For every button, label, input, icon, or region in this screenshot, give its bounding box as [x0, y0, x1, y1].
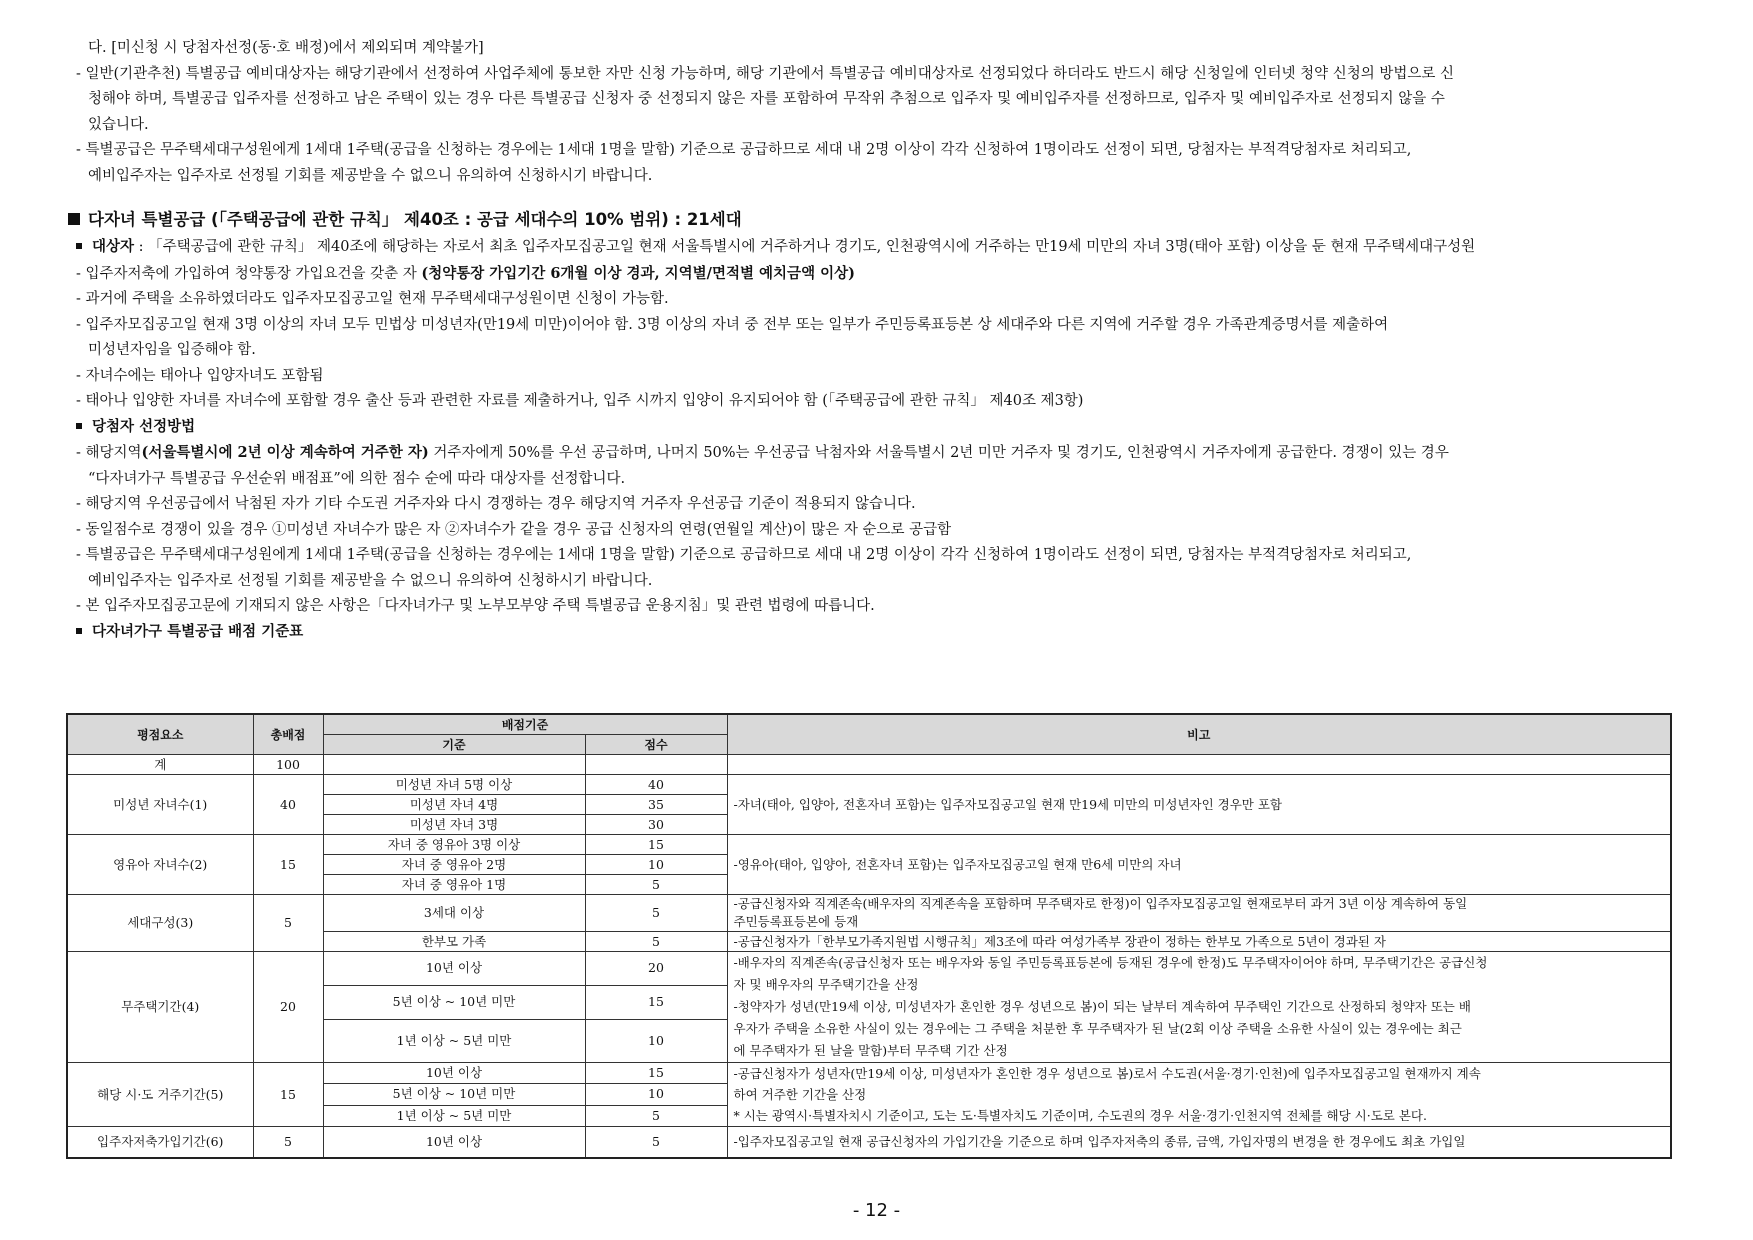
text-line: - 동일점수로 경쟁이 있을 경우 ①미성년 자녀수가 많은 자 ②자녀수가 같을 경우 공급 신청자의 연령(연월일 계산)이 많은 자 순으로 공급함 — [76, 521, 952, 538]
note-cell: -공급신청자가 성년자(만19세 이상, 미성년자가 혼인한 경우 성년으로 봄)로서 수도권(서울·경기·인천)에 입주자모집공고일 현재까지 계속 하여 거주한 기간을 산정 * 시는 광역시·특별자치시 기준이고, 도는 도·특별자치도 기준이며, 수도권의 경우 서울·경기·인천지역 전체를 해당 시·도로 본다. — [727, 1063, 1671, 1127]
score-cell: 15 — [585, 835, 727, 855]
header-total: 총배점 — [253, 714, 323, 755]
score-cell: 10 — [585, 1084, 727, 1105]
total-cell: 5 — [253, 895, 323, 952]
text-line: 청해야 하며, 특별공급 입주자를 선정하고 남은 주택이 있는 경우 다른 특별공급 신청자 중 선정되지 않은 자를 포함하여 무작위 추첨으로 입주자 및 예비입주자를 선정하므로, 입주자 및 예비입주자로 선정되지 않을 수 — [88, 91, 1445, 107]
basis-cell: 자녀 중 영유아 1명 — [323, 875, 585, 895]
sum-label: 계 — [67, 755, 253, 775]
text-line: - 특별공급은 무주택세대구성원에게 1세대 1주택(공급을 신청하는 경우에는 1세대 1명을 말함) 기준으로 공급하므로 세대 내 2명 이상이 각각 신청하여 1명이라도 선정이 되면, 당첨자는 부적격당첨자로 처리되고, — [76, 142, 1412, 158]
table-row — [67, 895, 1671, 932]
bullet-icon — [76, 423, 82, 429]
note-cell: -배우자의 직계존속(공급신청자 또는 배우자와 동일 주민등록표등본에 등재된 경우에 한정)도 무주택자이어야 하며, 무주택기간은 공급신청 자 및 배우자의 무주택기간을 산정 -청약자가 성년(만19세 이상, 미성년자가 혼인한 경우 성년으로 봄)이 되는 날부터 계속하여 무주택인 기간으로 산정하되 청약자 또는 배 우자가 주택을 소유한 사실이 있는 경우에는 그 주택을 처분한 후 무주택자가 된 날(2회 이상 주택을 소유한 사실이 있는 경우에는 최근 에 무주택자가 된 날을 말함)부터 무주택 기간 산정 — [727, 952, 1671, 1063]
winner-heading: 당첨자 선정방법 — [68, 415, 1688, 441]
basis-cell: 자녀 중 영유아 3명 이상 — [323, 835, 585, 855]
note-cell: -공급신청자와 직계존속(배우자의 직계존속을 포함하며 무주택자로 한정)이 입주자모집공고일 현재로부터 과거 3년 이상 계속하여 동일 주민등록표등본에 등재 — [727, 895, 1671, 932]
basis-cell: 한부모 가족 — [323, 932, 585, 952]
table-row — [67, 1127, 1671, 1159]
bullet-icon — [76, 628, 82, 634]
square-bullet-icon — [68, 213, 80, 225]
table-row — [67, 755, 1671, 775]
score-cell: 5 — [585, 932, 727, 952]
text-line: - 과거에 주택을 소유하였더라도 입주자모집공고일 현재 무주택세대구성원이면 신청이 가능함. — [76, 291, 669, 307]
text-line: 있습니다. — [88, 116, 149, 133]
text-line: 다. [미신청 시 당첨자선정(동·호 배정)에서 제외되며 계약불가] — [88, 40, 484, 56]
table-row — [67, 952, 1671, 986]
text-line: - 일반(기관추천) 특별공급 예비대상자는 해당기관에서 선정하여 사업주체에 통보한 자만 신청 가능하며, 해당 기관에서 특별공급 예비대상자로 선정되었다 하더라도 반드시 해당 신청일에 인터넷 청약 신청의 방법으로 신 — [76, 65, 1455, 82]
score-cell: 10 — [585, 855, 727, 875]
score-cell: 5 — [585, 1105, 727, 1126]
text-line: - 태아나 입양한 자녀를 자녀수에 포함할 경우 출산 등과 관련한 자료를 제출하거나, 입주 시까지 입양이 유지되어야 함 (「주택공급에 관한 규칙」 제40조 제3항) — [76, 393, 1084, 409]
text-line: - 자녀수에는 태아나 입양자녀도 포함됨 — [76, 367, 324, 384]
basis-cell: 10년 이상 — [323, 1063, 585, 1084]
basis-cell: 10년 이상 — [323, 952, 585, 986]
table-header-row — [67, 714, 1671, 735]
score-cell: 5 — [585, 1127, 727, 1159]
table-row — [67, 775, 1671, 795]
target-line: 대상자 : 「주택공급에 관한 규칙」 제40조에 해당하는 자로서 최초 입주자모집공고일 현재 서울특별시에 거주하거나 경기도, 인천광역시에 거주하는 만19세 미만의 자녀 3명(태아 포함) 이상을 둔 현재 무주택세대구성원 — [68, 235, 1688, 261]
section-title: 다자녀 특별공급 (「주택공급에 관한 규칙」 제40조 : 공급 세대수의 10% 범위) : 21세대 — [68, 205, 1688, 235]
factor-cell: 무주택기간(4) — [67, 952, 253, 1063]
sum-value: 100 — [253, 755, 323, 775]
text-line: - 본 입주자모집공고문에 기재되지 않은 사항은「다자녀가구 및 노부모부양 주택 특별공급 운용지침」및 관련 법령에 따릅니다. — [76, 598, 875, 614]
note-cell: -영유아(태아, 입양아, 전혼자녀 포함)는 입주자모집공고일 현재 만6세 미만의 자녀 — [727, 835, 1671, 895]
table-row — [67, 835, 1671, 855]
basis-cell: 3세대 이상 — [323, 895, 585, 932]
text-line: - 해당지역(서울특별시에 2년 이상 계속하여 거주한 자) 거주자에게 50%를 우선 공급하며, 나머지 50%는 우선공급 낙첨자와 서울특별시 2년 미만 거주자 및 경기도, 인천광역시 거주자에게 공급한다. 경쟁이 있는 경우 — [76, 444, 1449, 461]
header-score: 점수 — [585, 735, 727, 755]
score-cell: 40 — [585, 775, 727, 795]
note-cell: -자녀(태아, 입양아, 전혼자녀 포함)는 입주자모집공고일 현재 만19세 미만의 미성년자인 경우만 포함 — [727, 775, 1671, 835]
header-criteria: 배점기준 — [323, 714, 727, 735]
basis-cell: 자녀 중 영유아 2명 — [323, 855, 585, 875]
header-factor: 평점요소 — [67, 714, 253, 755]
document-body — [68, 36, 1688, 645]
total-cell: 15 — [253, 835, 323, 895]
score-table — [66, 713, 1672, 1159]
factor-cell: 해당 시·도 거주기간(5) — [67, 1063, 253, 1127]
total-cell: 40 — [253, 775, 323, 835]
note-cell: -공급신청자가「한부모가족지원법 시행규칙」제3조에 따라 여성가족부 장관이 정하는 한부모 가족으로 5년이 경과된 자 — [727, 932, 1671, 952]
score-cell: 5 — [585, 875, 727, 895]
header-note: 비고 — [727, 714, 1671, 755]
note-cell: -입주자모집공고일 현재 공급신청자의 가입기간을 기준으로 하며 입주자저축의 종류, 금액, 가입자명의 변경을 한 경우에도 최초 가입일 — [727, 1127, 1671, 1159]
basis-cell: 미성년 자녀 4명 — [323, 795, 585, 815]
basis-cell: 미성년 자녀 3명 — [323, 815, 585, 835]
basis-cell: 미성년 자녀 5명 이상 — [323, 775, 585, 795]
factor-cell: 입주자저축가입기간(6) — [67, 1127, 253, 1159]
text-line: - 해당지역 우선공급에서 낙첨된 자가 기타 수도권 거주자와 다시 경쟁하는 경우 해당지역 거주자 우선공급 기준이 적용되지 않습니다. — [76, 496, 916, 512]
total-cell: 20 — [253, 952, 323, 1063]
table-heading: 다자녀가구 특별공급 배점 기준표 — [68, 620, 1688, 646]
score-cell: 20 — [585, 952, 727, 986]
factor-cell: 미성년 자녀수(1) — [67, 775, 253, 835]
basis-cell: 1년 이상 ~ 5년 미만 — [323, 1105, 585, 1126]
basis-cell: 1년 이상 ~ 5년 미만 — [323, 1019, 585, 1062]
score-cell: 10 — [585, 1019, 727, 1062]
text-line: “다자녀가구 특별공급 우선순위 배점표”에 의한 점수 순에 따라 대상자를 선정합니다. — [88, 470, 626, 487]
total-cell: 15 — [253, 1063, 323, 1127]
text-line: - 특별공급은 무주택세대구성원에게 1세대 1주택(공급을 신청하는 경우에는 1세대 1명을 말함) 기준으로 공급하므로 세대 내 2명 이상이 각각 신청하여 1명이라도 선정이 되면, 당첨자는 부적격당첨자로 처리되고, — [76, 547, 1412, 563]
score-cell: 5 — [585, 895, 727, 932]
basis-cell: 5년 이상 ~ 10년 미만 — [323, 985, 585, 1019]
factor-cell: 세대구성(3) — [67, 895, 253, 952]
text-line: 예비입주자는 입주자로 선정될 기회를 제공받을 수 없으니 유의하여 신청하시기 바랍니다. — [88, 572, 653, 589]
bullet-icon — [76, 243, 82, 249]
factor-cell: 영유아 자녀수(2) — [67, 835, 253, 895]
score-cell: 35 — [585, 795, 727, 815]
text-line: 예비입주자는 입주자로 선정될 기회를 제공받을 수 없으니 유의하여 신청하시기 바랍니다. — [88, 167, 653, 184]
text-line: - 입주자모집공고일 현재 3명 이상의 자녀 모두 민법상 미성년자(만19세 미만)이어야 함. 3명 이상의 자녀 중 전부 또는 일부가 주민등록표등본 상 세대주와 다른 지역에 거주할 경우 가족관계증명서를 제출하여 — [76, 316, 1389, 333]
total-cell: 5 — [253, 1127, 323, 1159]
text-line: 미성년자임을 입증해야 함. — [88, 342, 256, 358]
score-cell: 30 — [585, 815, 727, 835]
table-row — [67, 1063, 1671, 1084]
text-line: - 입주자저축에 가입하여 청약통장 가입요건을 갖춘 자 (청약통장 가입기간 6개월 이상 경과, 지역별/면적별 예치금액 이상) — [76, 264, 855, 282]
basis-cell: 10년 이상 — [323, 1127, 585, 1159]
score-cell: 15 — [585, 985, 727, 1019]
page-number: - 12 - — [852, 1200, 901, 1221]
basis-cell: 5년 이상 ~ 10년 미만 — [323, 1084, 585, 1105]
header-basis: 기준 — [323, 735, 585, 755]
score-cell: 15 — [585, 1063, 727, 1084]
